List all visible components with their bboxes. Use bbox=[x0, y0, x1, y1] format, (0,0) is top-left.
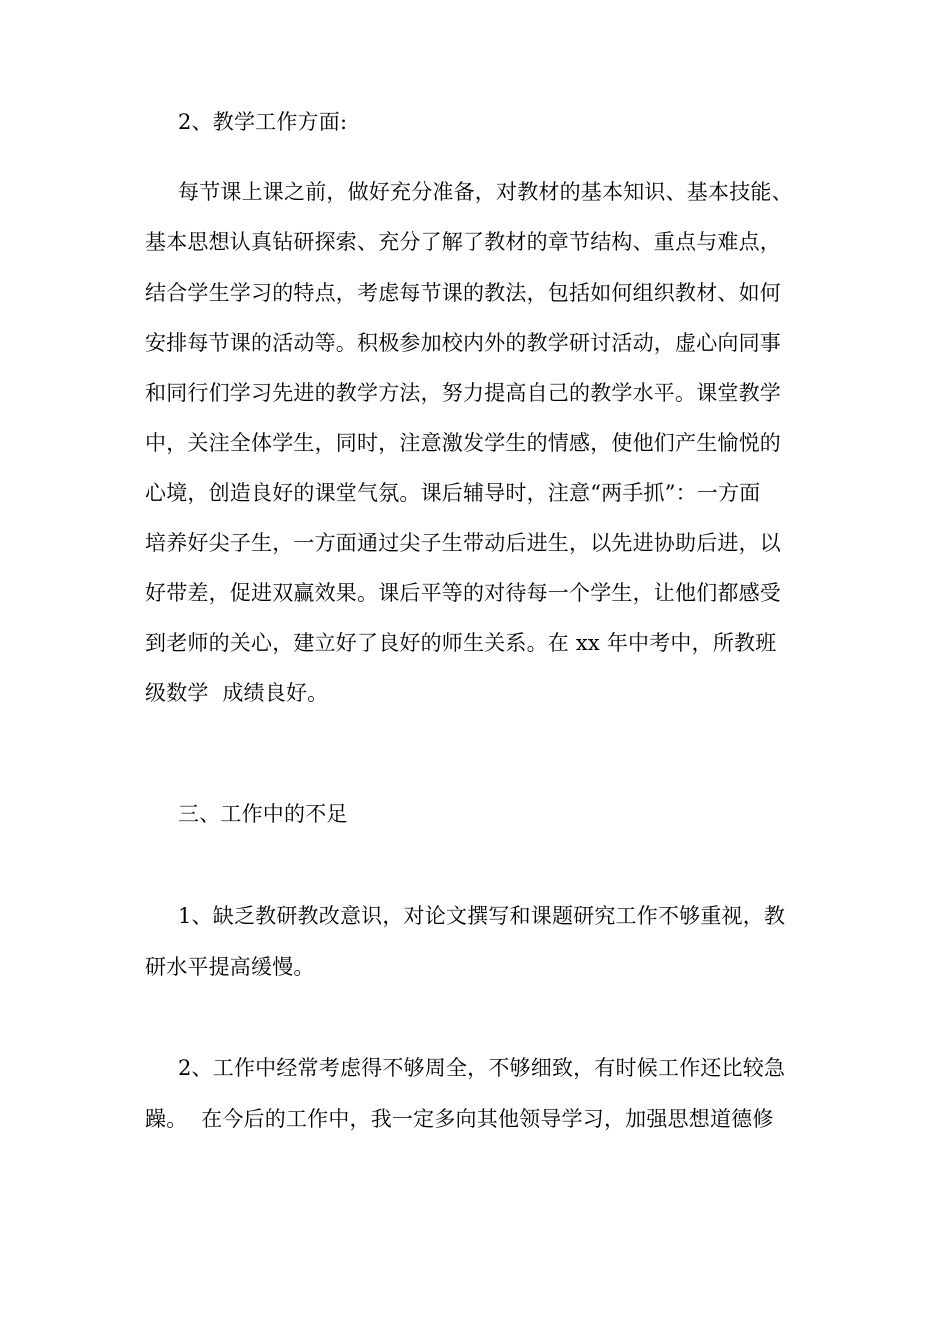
list-item-line: 躁。 在今后的工作中，我一定多向其他领导学习，加强思想道德修 bbox=[145, 1107, 774, 1131]
paragraph-line: 好带差，促进双赢效果。课后平等的对待每一个学生，让他们都感受 bbox=[145, 581, 781, 605]
paragraph-line: 到老师的关心，建立好了良好的师生关系。在 xx 年中考中，所教班 bbox=[145, 631, 777, 655]
paragraph-line: 心境，创造良好的课堂气氛。课后辅导时，注意“两手抓”：一方面 bbox=[145, 481, 761, 505]
section-heading-shortcomings: 三、工作中的不足 bbox=[178, 802, 348, 826]
paragraph-line: 安排每节课的活动等。积极参加校内外的教学研讨活动，虚心向同事 bbox=[145, 331, 781, 355]
list-item-line: 研水平提高缓慢。 bbox=[145, 955, 315, 979]
paragraph-line: 和同行们学习先进的教学方法，努力提高自己的教学水平。课堂教学 bbox=[145, 381, 781, 405]
paragraph-line: 中，关注全体学生，同时，注意激发学生的情感，使他们产生愉悦的 bbox=[145, 431, 781, 455]
paragraph-line: 级数学 成绩良好。 bbox=[145, 681, 329, 705]
section-heading-teaching: 2、教学工作方面: bbox=[178, 110, 348, 134]
paragraph-line: 每节课上课之前，做好充分准备，对教材的基本知识、基本技能、 bbox=[178, 180, 793, 204]
paragraph-line: 基本思想认真钻研探索、充分了解了教材的章节结构、重点与难点， bbox=[145, 230, 781, 254]
list-item-line: 1、缺乏教研教改意识，对论文撰写和课题研究工作不够重视，教 bbox=[178, 904, 786, 928]
list-item-line: 2、工作中经常考虑得不够周全，不够细致，有时候工作还比较急 bbox=[178, 1056, 786, 1080]
paragraph-line: 培养好尖子生，一方面通过尖子生带动后进生，以先进协助后进，以 bbox=[145, 531, 781, 555]
paragraph-line: 结合学生学习的特点，考虑每节课的教法，包括如何组织教材、如何 bbox=[145, 281, 781, 305]
